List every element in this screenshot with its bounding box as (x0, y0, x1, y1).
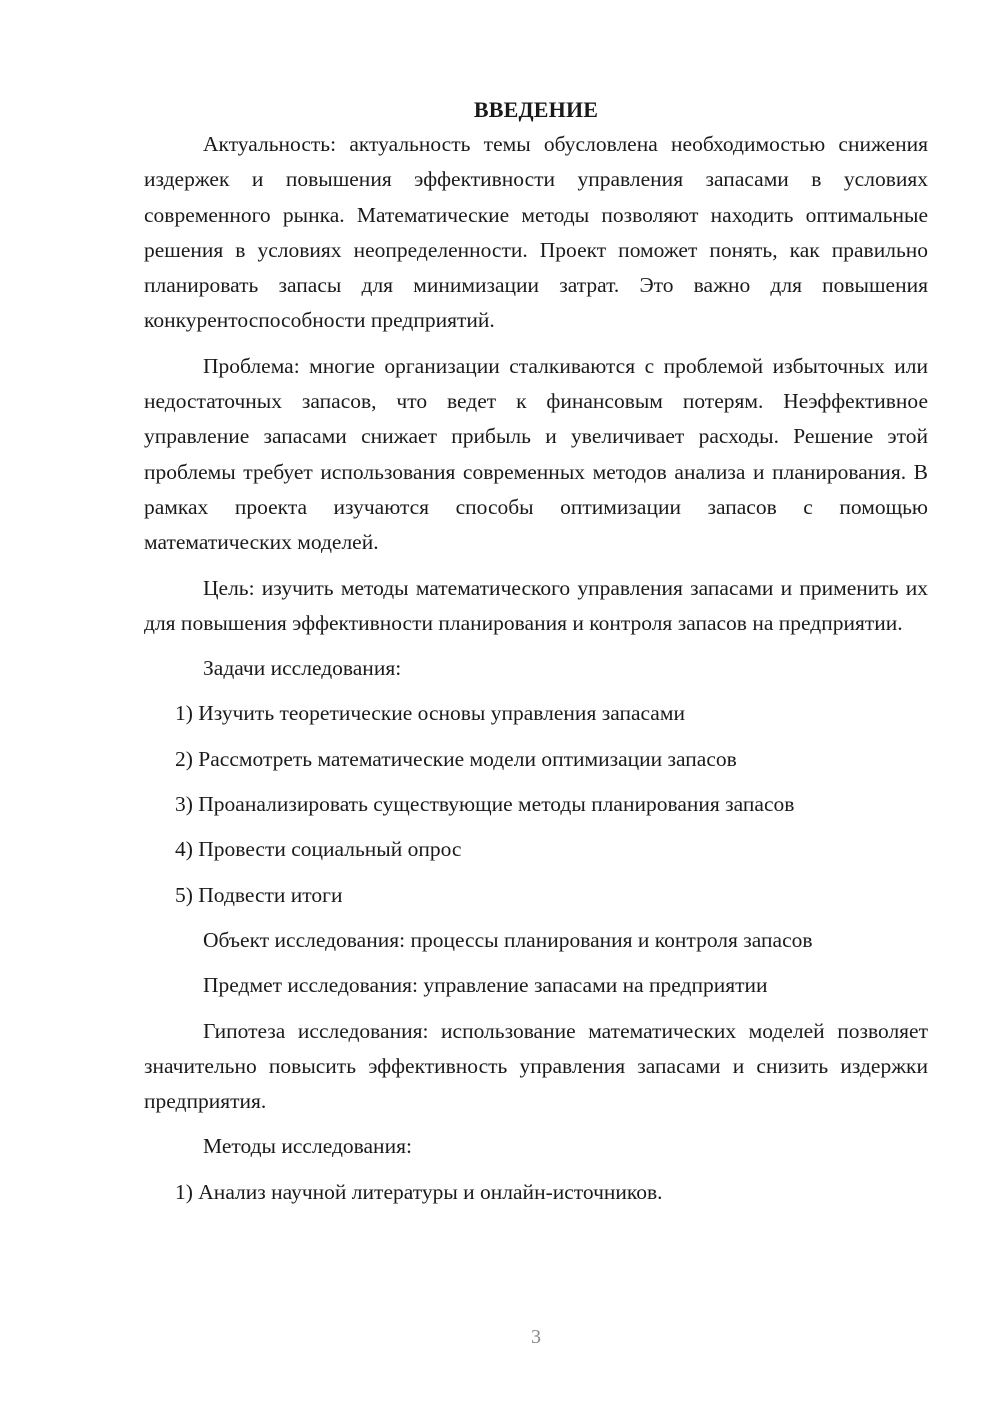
problem-paragraph: Проблема: многие организации сталкиваются с проблемой избыточных или недостаточных запасов, что ведет к финансовым потерям. Неэффективное управление запасами снижает прибыль и увеличивает расходы. Решение этой проблемы требует использования современных методов анализа и планирования. В рамках проекта изучаются способы оптимизации запасов с помощью математических моделей. (144, 353, 928, 555)
hypothesis-paragraph: Гипотеза исследования: использование математических моделей позволяет значительно повысить эффективность управления запасами и снизить издержки предприятия. (144, 1018, 928, 1114)
tasks-label: Задачи исследования: (203, 656, 402, 681)
list-item: 1) Анализ научной литературы и онлайн-источников. (175, 1179, 663, 1204)
list-item: 3) Проанализировать существующие методы планирования запасов (175, 792, 795, 817)
object-line: Объект исследования: процессы планирования и контроля запасов (203, 927, 813, 952)
list-item: 5) Подвести итоги (175, 882, 343, 907)
page-number: 3 (531, 1326, 541, 1348)
list-item: 4) Провести социальный опрос (175, 837, 462, 862)
list-item: 2) Рассмотреть математические модели оптимизации запасов (175, 746, 737, 771)
document-page (144, 92, 928, 1220)
list-item: 1) Изучить теоретические основы управления запасами (175, 701, 685, 726)
subject-line: Предмет исследования: управление запасами на предприятии (203, 973, 768, 998)
methods-list (144, 1175, 928, 1210)
relevance-paragraph: Актуальность: актуальность темы обусловлена необходимостью снижения издержек и повышения эффективности управления запасами в условиях современного рынка. Математические методы позволяют находить оптимальные решения в условиях неопределенности. Проект поможет понять, как правильно планировать запасы для минимизации затрат. Это важно для повышения конкурентоспособности предприятий. (144, 132, 928, 333)
tasks-list (144, 696, 928, 912)
document-heading: ВВЕДЕНИЕ (473, 97, 599, 122)
goal-paragraph: Цель: изучить методы математического управления запасами и применить их для повышения эффективности планирования и контроля запасов на предприятии. (144, 575, 928, 635)
methods-label: Методы исследования: (203, 1134, 412, 1159)
